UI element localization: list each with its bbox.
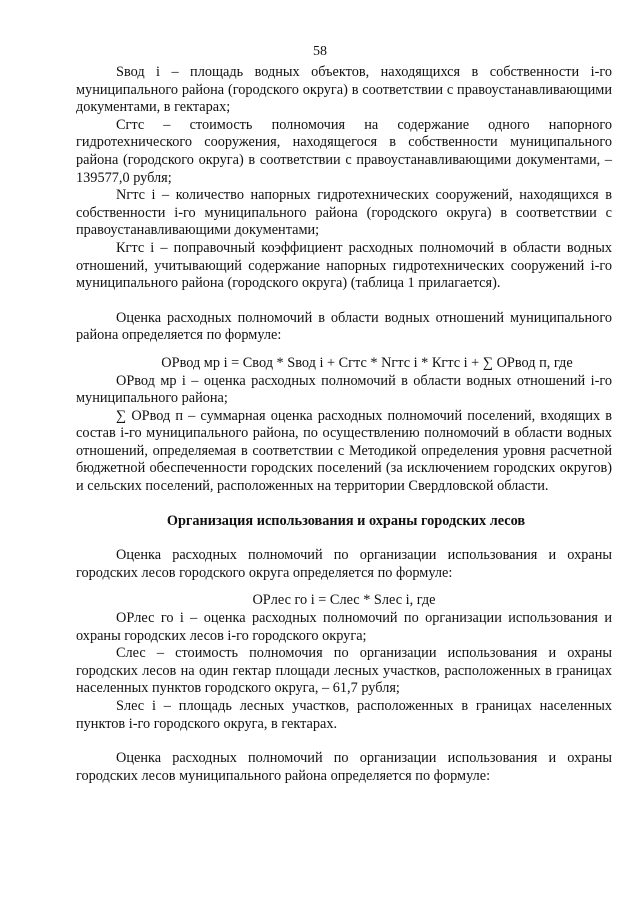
section-heading-urban-forests: Организация использования и охраны городских лесов xyxy=(166,512,526,529)
paragraph-orles-definition: ОРлес го i – оценка расходных полномочий по организации использования и охраны городских лесов i-го городского округа; xyxy=(76,610,612,644)
paragraph-orvod-definition: ОРвод мр i – оценка расходных полномочий в области водных отношений i-го муниципального района; xyxy=(76,372,612,407)
document-body xyxy=(76,64,612,785)
paragraph-forest-district-intro: Оценка расходных полномочий по организации использования и охраны городских лесов муниципального района определяется по формуле: xyxy=(76,750,612,784)
paragraph-svod-definition: Sвод i – площадь водных объектов, находящихся в собственности i-го муниципального района (городского округа) в соответствии с правоустанавливающими документами, в гектарах; xyxy=(76,64,612,116)
spacer xyxy=(76,345,612,355)
paragraph-kgts-definition: Кгтс i – поправочный коэффициент расходных полномочий в области водных отношений, учитывающий содержание напорных гидротехнических сооружений i-го муниципального района (городского округа) (таблица 1 прилагается). xyxy=(76,239,612,292)
spacer xyxy=(76,530,612,547)
spacer xyxy=(76,733,612,750)
formula-water-relations: ОРвод мр i = Свод * Sвод i + Сгтс * Nгтс i * Кгтс i + ∑ ОРвод п, где xyxy=(161,354,573,371)
spacer xyxy=(76,582,612,592)
paragraph-ngts-definition: Nгтс i – количество напорных гидротехнических сооружений, находящихся в собственности i-го муниципального района (городского округа) в соответствии с правоустанавливающими документами; xyxy=(76,187,612,239)
page-number: 58 xyxy=(313,44,327,59)
spacer xyxy=(76,496,612,513)
spacer xyxy=(76,293,612,310)
paragraph-sles-cost-definition: Слес – стоимость полномочия по организации использования и охраны городских лесов на один гектар площади лесных участков, расположенных в границах населенных пунктов городского округа, – 61,7 рубля; xyxy=(76,645,612,697)
paragraph-forest-intro: Оценка расходных полномочий по организации использования и охраны городских лесов городского округа определяется по формуле: xyxy=(76,547,612,581)
paragraph-sles-area-definition: Sлес i – площадь лесных участков, расположенных в границах населенных пунктов i-го городского округа, в гектарах. xyxy=(76,698,612,732)
paragraph-sum-orvod-definition: ∑ ОРвод п – суммарная оценка расходных полномочий поселений, входящих в состав i-го муниципального района, по осуществлению полномочий в области водных отношений, определяемая в соответствии с Методикой определения уровня расчетной бюджетной обеспеченности городских поселений (за исключением городских округов) и сельских поселений, расположенных на территории Свердловской области. xyxy=(76,407,612,495)
paragraph-water-intro: Оценка расходных полномочий в области водных отношений муниципального района определяется по формуле: xyxy=(76,309,612,344)
paragraph-sgts-definition: Сгтс – стоимость полномочия на содержание одного напорного гидротехнического сооружения, находящегося в собственности муниципального района (городского округа) в соответствии с правоустанавливающими документами, – 139577,0 рубля; xyxy=(76,116,612,186)
formula-urban-forests: ОРлес го i = Слес * Sлес i, где xyxy=(252,592,436,609)
